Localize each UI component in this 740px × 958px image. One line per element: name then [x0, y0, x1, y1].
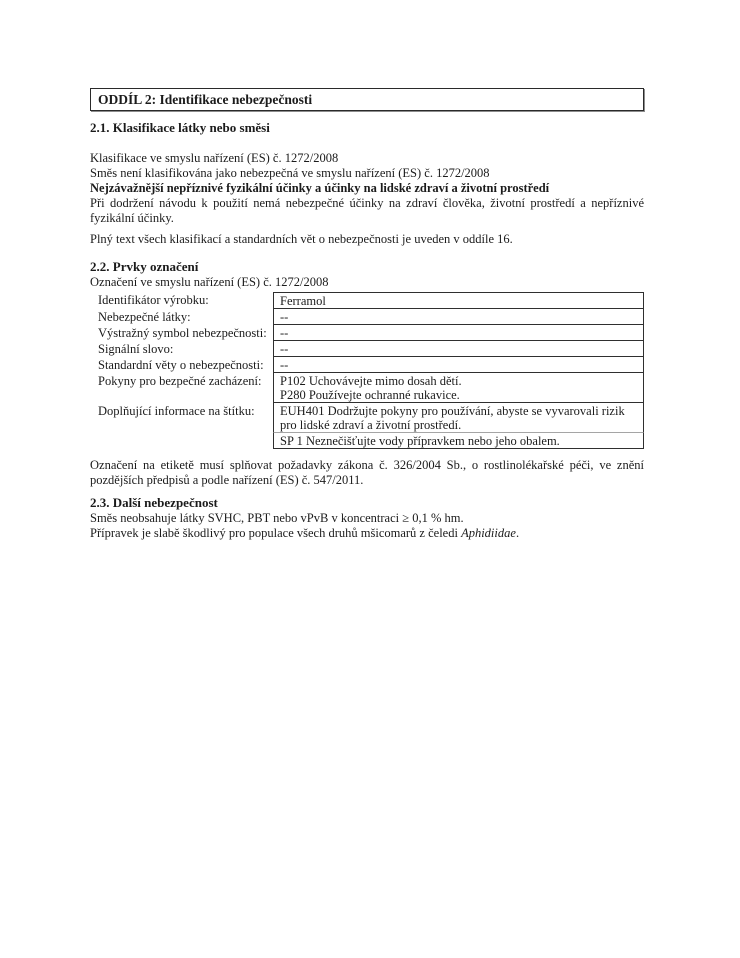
aphidiidae-latin-name: Aphidiidae — [461, 526, 516, 540]
row-label: Výstražný symbol nebezpečnosti: — [98, 326, 267, 340]
section-2-title: ODDÍL 2: Identifikace nebezpečnosti — [98, 92, 313, 107]
row-value: -- — [273, 341, 644, 357]
row-label: Identifikátor výrobku: — [98, 293, 209, 307]
table-row-sp1 — [90, 433, 644, 449]
heading-2-2: 2.2. Prvky označení — [90, 259, 199, 274]
aphidiidae-line-period: . — [515, 526, 520, 540]
classification-line-1: Klasifikace ve smyslu nařízení (ES) č. 1272/2008 — [90, 151, 339, 165]
label-requirements-paragraph: Označení na etiketě musí splňovat požadavky zákona č. 326/2004 Sb., o rostlinolékařské péči, ve znění pozdějších předpisů a podle nařízení (ES) č. 547/2011. — [90, 458, 644, 487]
other-hazards-paragraph — [90, 511, 644, 541]
table-row-precautionary-statements — [90, 373, 644, 403]
row-label: Doplňující informace na štítku: — [98, 404, 255, 418]
row-value-line: P102 Uchovávejte mimo dosah dětí. — [280, 374, 462, 388]
row-value: -- — [273, 357, 644, 373]
labelling-intro: Označení ve smyslu nařízení (ES) č. 1272/2008 — [90, 275, 329, 289]
row-value: EUH401 Dodržujte pokyny pro používání, abyste se vyvarovali rizik pro lidské zdraví a životní prostředí. — [273, 403, 644, 433]
row-value: -- — [273, 309, 644, 325]
adverse-effects-heading: Nejzávažnější nepříznivé fyzikální účinky a účinky na lidské zdraví a životní prostředí — [90, 181, 550, 195]
table-row-hazardous-substances — [90, 309, 644, 325]
row-value: Ferramol — [273, 292, 644, 309]
aphidiidae-line-text: Přípravek je slabě škodlivý pro populace všech druhů mšicomarů z čeledi — [90, 526, 462, 540]
adverse-effects-paragraph: Při dodržení návodu k použití nemá nebezpečné účinky na zdraví člověka, životní prostředí a nepříznivé fyzikální účinky. — [90, 196, 644, 225]
table-row-product-identifier — [90, 292, 644, 309]
table-row-hazard-statements — [90, 357, 644, 373]
aphidiidae-line — [90, 526, 644, 541]
classification-paragraph — [90, 151, 644, 181]
svhc-line: Směs neobsahuje látky SVHC, PBT nebo vPvB v koncentraci ≥ 0,1 % hm. — [90, 511, 464, 525]
label-elements-table — [90, 292, 644, 449]
row-label: Pokyny pro bezpečné zacházení: — [98, 374, 262, 388]
row-value — [273, 373, 644, 403]
row-value: SP 1 Neznečišťujte vody přípravkem nebo jeho obalem. — [273, 433, 644, 449]
row-label: Standardní věty o nebezpečnosti: — [98, 358, 264, 372]
table-row-hazard-pictogram — [90, 325, 644, 341]
table-row-signal-word — [90, 341, 644, 357]
row-label — [90, 433, 273, 449]
heading-2-1: 2.1. Klasifikace látky nebo směsi — [90, 120, 270, 135]
row-value-line: P280 Používejte ochranné rukavice. — [280, 388, 460, 402]
row-label: Signální slovo: — [98, 342, 174, 356]
full-text-note: Plný text všech klasifikací a standardních vět o nebezpečnosti je uveden v oddíle 16. — [90, 232, 513, 246]
classification-line-2: Směs není klasifikována jako nebezpečná ve smyslu nařízení (ES) č. 1272/2008 — [90, 166, 490, 180]
sds-page — [90, 88, 644, 541]
section-2-header-box — [90, 88, 644, 111]
row-label: Nebezpečné látky: — [98, 310, 191, 324]
heading-2-3: 2.3. Další nebezpečnost — [90, 495, 218, 510]
row-value: -- — [273, 325, 644, 341]
table-row-supplemental-label-info — [90, 403, 644, 433]
